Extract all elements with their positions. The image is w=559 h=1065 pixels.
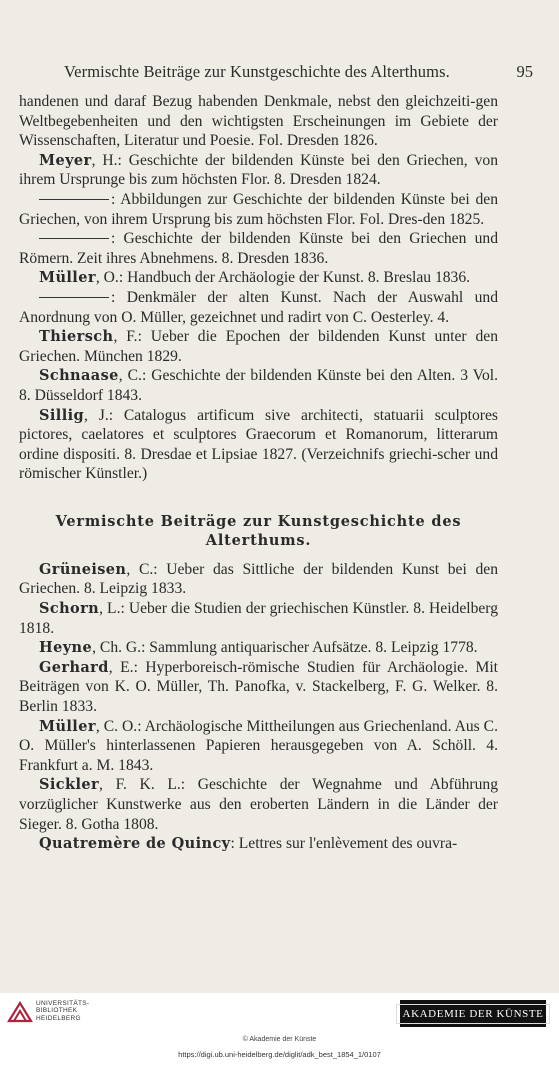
bibliography-entry — [19, 190, 498, 229]
entry-author: Gerhard — [39, 658, 109, 676]
ditto-dash — [39, 238, 109, 239]
entry-author: Müller — [39, 269, 96, 287]
entry-author: Meyer — [39, 151, 92, 169]
bibliography-entry — [19, 406, 498, 484]
entry-author: Müller — [39, 717, 96, 735]
bibliography-text — [19, 92, 498, 854]
entry-author: Sillig — [39, 406, 85, 424]
bibliography-entry — [19, 638, 498, 658]
viewer-footer — [0, 993, 559, 1065]
bibliography-entry — [19, 834, 498, 854]
ditto-dash — [39, 297, 109, 298]
entry-author: Schorn — [39, 600, 100, 618]
entry-text: : Abbildungen zur Geschichte der bildenden Künste bei den Griechen, von ihrem Ursprung bis zum höchsten Flor. Fol. Dres-den 1825. — [19, 190, 498, 228]
entry-text: : Lettres sur l'enlèvement des ouvra- — [230, 835, 458, 853]
entry-text: , E.: Hyperboreisch-römische Studien für Archäologie. Mit Beiträgen von K. O. Müller, Th. Panofka, v. Stackelberg, F. G. Welker. 8. Berlin 1833. — [19, 658, 498, 716]
entry-text: : Denkmäler der alten Kunst. Nach der Auswahl und Anordnung von O. Müller, gezeichnet und radirt von C. Oesterley. 4. — [19, 288, 498, 326]
section-heading: Vermischte Beiträge zur Kunstgeschichte des Alterthums. — [55, 512, 462, 549]
entry-text: , H.: Geschichte der bildenden Künste bei den Griechen, von ihrem Ursprunge bis zum höchsten Flor. 8. Dresden 1824. — [19, 151, 498, 189]
bibliography-entry — [19, 268, 498, 288]
page-number: 95 — [516, 62, 533, 81]
source-link[interactable]: https://digi.ub.uni-heidelberg.de/diglit/adk_best_1854_1/0107 — [178, 1050, 381, 1059]
entry-text: : Geschichte der bildenden Künste bei den Griechen und Römern. Zeit ihres Abnehmens. 8. Dresden 1836. — [19, 230, 498, 267]
library-line: UNIVERSITÄTS- — [36, 1000, 90, 1007]
entry-author: Heyne — [39, 639, 93, 657]
entry-list-before — [19, 92, 498, 484]
akademie-logo[interactable] — [400, 1000, 546, 1027]
ub-heidelberg-logo-icon — [7, 1001, 33, 1023]
entry-text: , F.: Ueber die Epochen der bildenden Kunst unter den Griechen. München 1829. — [19, 328, 498, 365]
entry-author: Thiersch — [39, 328, 114, 346]
running-head — [19, 58, 533, 84]
bibliography-entry — [19, 288, 498, 327]
entry-text: , L.: Ueber die Studien der griechischen Künstler. 8. Heidelberg 1818. — [19, 600, 498, 637]
entry-list-after — [19, 560, 498, 854]
entry-text: , Ch. G.: Sammlung antiquarischer Aufsätze. 8. Leipzig 1778. — [92, 639, 478, 657]
bibliography-entry — [19, 151, 498, 190]
bibliography-entry — [19, 658, 498, 717]
bibliography-entry — [19, 92, 498, 151]
entry-text: , C.: Geschichte der bildenden Künste bei den Alten. 3 Vol. 8. Düsseldorf 1843. — [19, 367, 498, 404]
library-line: BIBLIOTHEK — [36, 1007, 78, 1015]
copyright-notice: © Akademie der Künste — [242, 1036, 317, 1043]
running-head-title: Vermischte Beiträge zur Kunstgeschichte des Alterthums. — [64, 62, 450, 81]
entry-text: , J.: Catalogus artificum sive architecti, statuarii sculptores pictores, caelatores et sculptores Graecorum et Romanorum, litterarum ordine dispositi. 8. Dresdae et Lipsiae 1827. (Verzeichnifs griechi-scher und römischer Künstler.) — [19, 406, 498, 483]
entry-author: Grüneisen — [39, 560, 127, 578]
bibliography-entry — [19, 229, 498, 268]
entry-text: , F. K. L.: Geschichte der Wegnahme und Abführung vorzüglicher Kunstwerke aus den eroberten Ländern in die Länder der Sieger. 8. Gotha 1808. — [19, 776, 498, 833]
ditto-dash — [39, 199, 109, 200]
library-line: HEIDELBERG — [36, 1014, 81, 1022]
entry-text: , O.: Handbuch der Archäologie der Kunst. 8. Breslau 1836. — [95, 269, 471, 287]
entry-author: Sickler — [39, 776, 100, 794]
entry-text: , C.: Ueber das Sittliche der bildenden Kunst bei den Griechen. 8. Leipzig 1833. — [19, 560, 498, 598]
bibliography-entry — [19, 366, 498, 405]
bibliography-entry — [19, 775, 498, 834]
entry-text: handenen und daraf Bezug habenden Denkmale, nebst den gleichzeiti-gen Weltbegebenheiten und den wichtigsten Erscheinungen im Gebiete der Wissenschaften, Literatur und Poesie. Fol. Dresden 1826. — [19, 93, 498, 150]
akademie-label: AKADEMIE DER KÜNSTE — [396, 1004, 551, 1024]
library-name — [36, 1000, 89, 1022]
bibliography-entry — [19, 717, 498, 776]
entry-text: , C. O.: Archäologische Mittheilungen aus Griechenland. Aus C. O. Müller's hinterlassenen Papieren herausgegeben von A. Schöll. 4. Frankfurt a. M. 1843. — [19, 717, 498, 774]
entry-author: Quatremère de Quincy — [39, 835, 231, 853]
bibliography-entry — [19, 560, 498, 599]
bibliography-entry — [19, 327, 498, 366]
bibliography-entry — [19, 599, 498, 638]
entry-author: Schnaase — [39, 367, 119, 385]
